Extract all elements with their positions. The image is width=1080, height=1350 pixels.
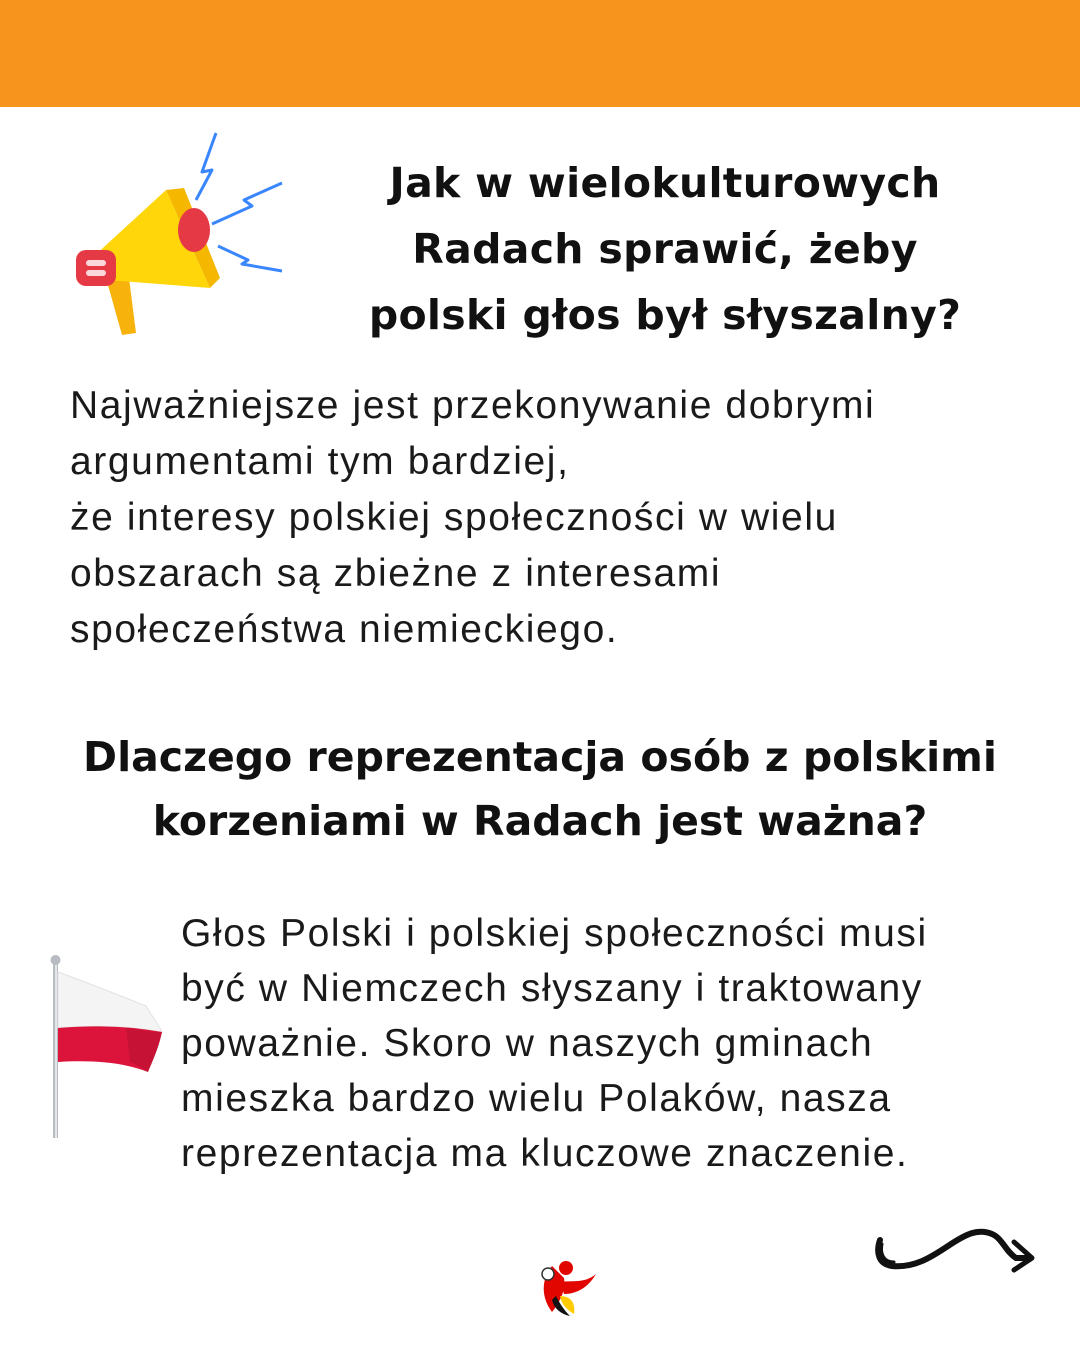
paragraph-polish-voice [181,906,1061,1181]
paragraph2-line: mieszka bardzo wielu Polaków, nasza [181,1077,892,1120]
paragraph2-line: być w Niemczech słyszany i traktowany [181,967,923,1010]
paragraph1-line: społeczeństwa niemieckiego. [70,608,619,651]
paragraph1-line: argumentami tym bardziej, [70,440,570,483]
paragraph2-line: Głos Polski i polskiej społeczności musi [181,912,928,955]
heading-why-representation [0,725,1080,853]
paragraph2-line: poważnie. Skoro w naszych gminach [181,1022,874,1065]
next-arrow-icon [870,1218,1045,1280]
heading2-line: korzeniami w Radach jest ważna? [152,797,928,845]
heading1-line: polski głos był słyszalny? [368,291,962,339]
top-color-bar [0,0,1080,107]
polish-flag-icon [46,950,171,1140]
paragraph1-line: obszarach są zbieżne z interesami [70,552,722,595]
paragraph1-line: Najważniejsze jest przekonywanie dobrymi [70,384,876,427]
paragraph-arguments [70,378,1060,658]
heading2-line: Dlaczego reprezentacja osób z polskimi [83,733,997,781]
heading-hearing-polish-voice [340,150,990,348]
paragraph2-line: reprezentacja ma kluczowe znaczenie. [181,1132,909,1175]
heading1-line: Radach sprawić, żeby [412,225,918,273]
spark-bottom [218,246,282,271]
logo-icon [530,1252,600,1318]
megaphone-icon [70,128,290,338]
heading1-line: Jak w wielokulturowych [389,159,941,207]
paragraph1-line: że interesy polskiej społeczności w wielu [70,496,838,539]
spark-middle [212,183,282,224]
spark-top [196,133,216,200]
